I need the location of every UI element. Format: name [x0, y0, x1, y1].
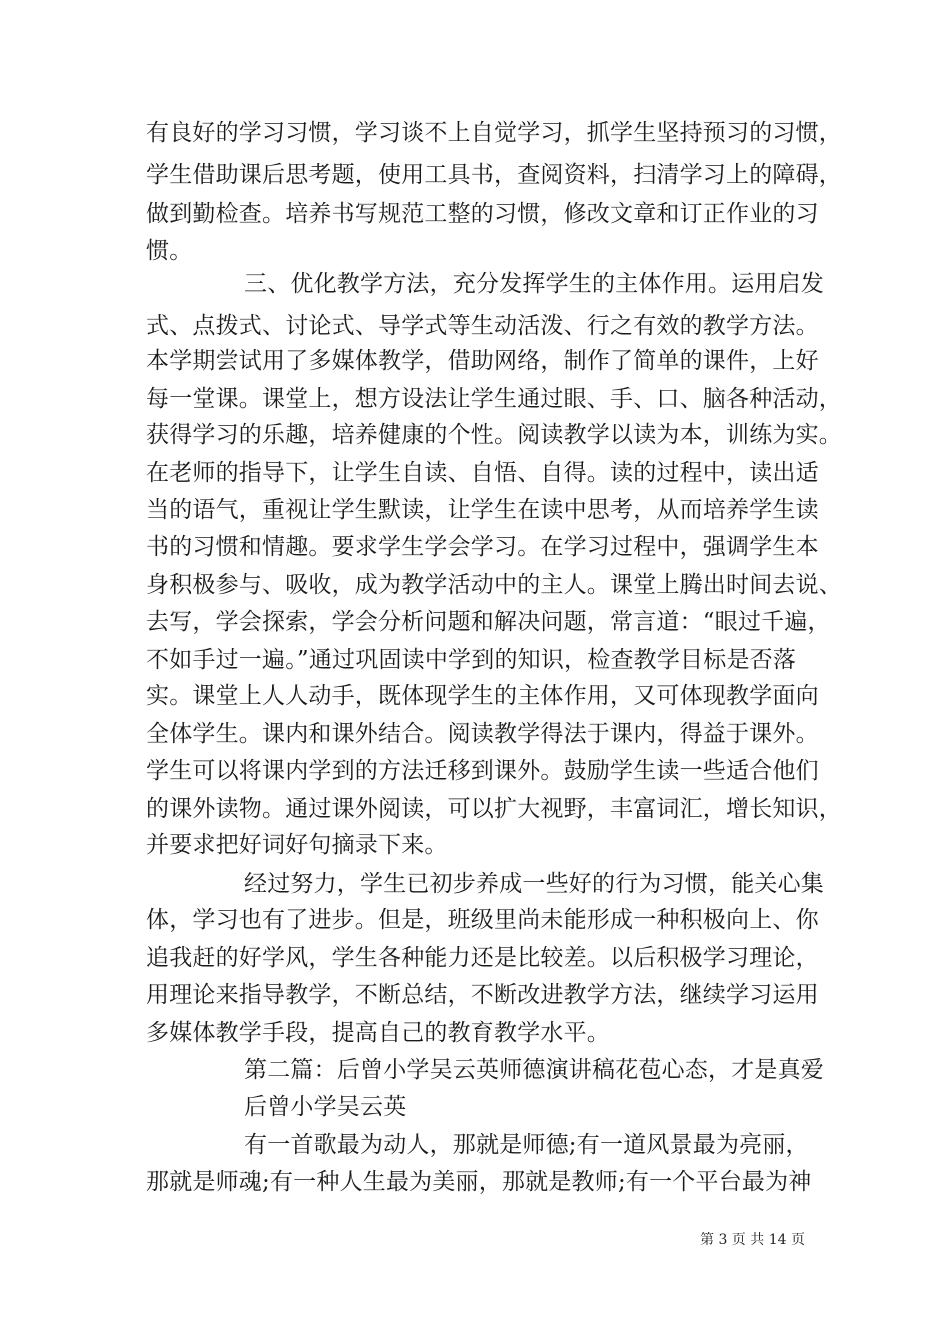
text-line: 有良好的学习习惯，学习谈不上自觉学习，抓学生坚持预习的习惯，: [146, 120, 842, 146]
text-line: 去写，学会探索，学会分析问题和解决问题，常言道：“眼过千遍，: [146, 609, 831, 635]
author-line: 后曾小学吴云英: [244, 1094, 407, 1120]
paragraph-start-line: 经过努力，学生已初步养成一些好的行为习惯，能关心集: [244, 871, 824, 897]
paragraph-start-line: 有一首歌最为动人，那就是师德;有一道风景最为亮丽，: [244, 1132, 809, 1158]
text-line: 体，学习也有了进步。但是，班级里尚未能形成一种积极向上、你: [146, 907, 819, 933]
text-line: 每一堂课。课堂上，想方设法让学生通过眼、手、口、脑各种活动，: [146, 386, 842, 412]
text-line: 做到勤检查。培养书写规范工整的习惯，修改文章和订正作业的习: [146, 201, 819, 227]
text-line: 全体学生。课内和课外结合。阅读教学得法于课内，得益于课外。: [146, 721, 819, 747]
text-line: 学生可以将课内学到的方法迁移到课外。鼓励学生读一些适合他们: [146, 758, 819, 784]
text-line: 实。课堂上人人动手，既体现学生的主体作用，又可体现教学面向: [146, 683, 819, 709]
page-number-footer: 第 3 页 共 14 页: [700, 1232, 805, 1248]
text-line: 那就是师魂;有一种人生最为美丽，那就是教师;有一个平台最为神: [146, 1169, 812, 1195]
text-line: 学生借助课后思考题，使用工具书，查阅资料，扫清学习上的障碍，: [146, 162, 842, 188]
text-line: 并要求把好词好句摘录下来。: [146, 832, 448, 858]
text-line: 多媒体教学手段，提高自己的教育教学水平。: [146, 1020, 610, 1046]
text-line: 当的语气，重视让学生默读，让学生在读中思考，从而培养学生读: [146, 497, 819, 523]
text-line: 的课外读物。通过课外阅读，可以扩大视野，丰富词汇，增长知识，: [146, 796, 842, 822]
text-line: 不如手过一遍。”通过巩固读中学到的知识，检查教学目标是否落: [146, 647, 797, 673]
text-line: 书的习惯和情趣。要求学生学会学习。在学习过程中，强调学生本: [146, 534, 819, 560]
section-title: 第二篇：后曾小学吴云英师德演讲稿花苞心态，才是真爱: [244, 1057, 824, 1083]
text-line: 式、点拨式、讨论式、导学式等生动活泼、行之有效的教学方法。: [146, 313, 819, 339]
paragraph-heading-line: 三、优化教学方法，充分发挥学生的主体作用。运用启发: [244, 271, 824, 297]
text-line: 追我赶的好学风，学生各种能力还是比较差。以后积极学习理论，: [146, 945, 819, 971]
text-line: 用理论来指导教学，不断总结，不断改进教学方法，继续学习运用: [146, 982, 819, 1008]
text-line: 惯。: [146, 238, 193, 264]
text-line: 获得学习的乐趣，培养健康的个性。阅读教学以读为本，训练为实。: [146, 422, 842, 448]
text-line: 身积极参与、吸收，成为教学活动中的主人。课堂上腾出时间去说、: [146, 572, 842, 598]
text-line: 本学期尝试用了多媒体教学，借助网络，制作了简单的课件，上好: [146, 348, 819, 374]
text-line: 在老师的指导下，让学生自读、自悟、自得。读的过程中，读出适: [146, 460, 819, 486]
